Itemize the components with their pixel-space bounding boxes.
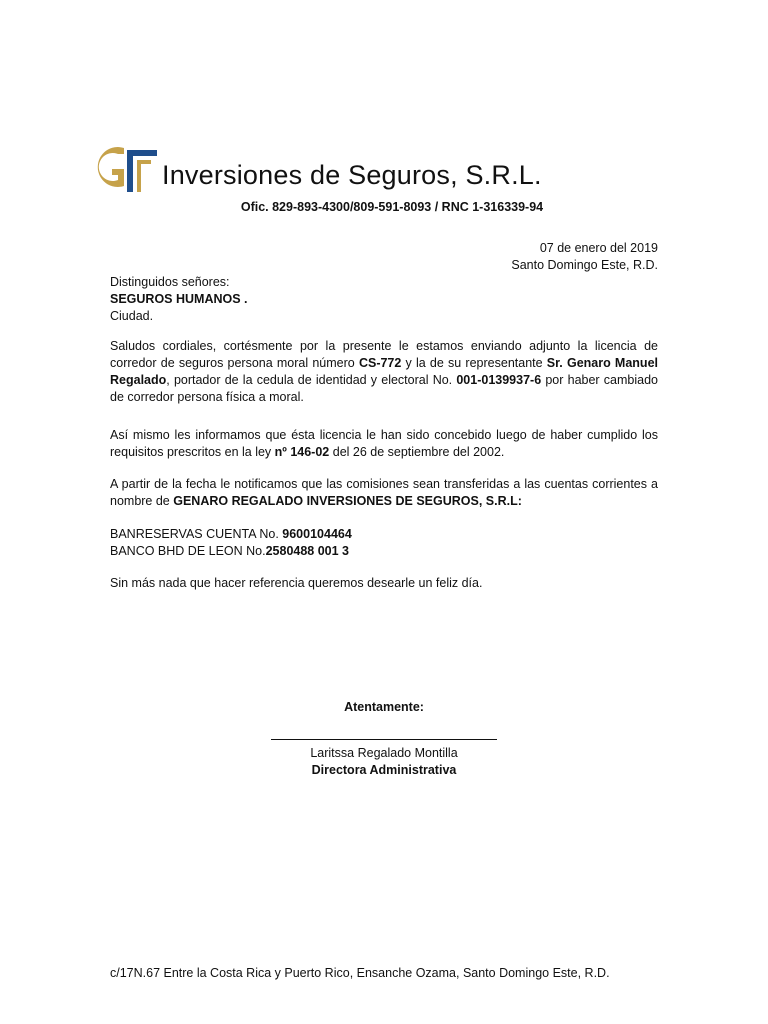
bank-accounts <box>110 526 352 560</box>
recipient-block <box>110 274 248 325</box>
paragraph-text: , portador de la cedula de identidad y electoral No. <box>166 373 457 387</box>
recipient-company: SEGUROS HUMANOS . <box>110 292 248 306</box>
account-line <box>110 543 352 560</box>
paragraph-license <box>110 338 658 406</box>
greeting: Distinguidos señores: <box>110 275 230 289</box>
representative-name: Sr. Genaro Manuel Regalado <box>110 356 658 387</box>
signer-title: Directora Administrativa <box>311 763 457 777</box>
recipient-city: Ciudad. <box>110 309 154 323</box>
law-number: nº 146-02 <box>274 445 330 459</box>
company-name: Inversiones de Seguros, S.R.L. <box>162 160 542 190</box>
letter-date: 07 de enero del 2019 <box>539 241 658 255</box>
account-line <box>110 526 352 543</box>
paragraph-text: del 26 de septiembre del 2002. <box>329 445 505 459</box>
company-logo-icon <box>91 142 157 192</box>
paragraph-text: y la de su representante <box>401 356 547 370</box>
paragraph-law <box>110 427 658 461</box>
account-label: BANCO BHD DE LEON No. <box>110 544 266 558</box>
letter-place: Santo Domingo Este, R.D. <box>511 258 658 272</box>
footer-address: c/17N.67 Entre la Costa Rica y Puerto Rico, Ensanche Ozama, Santo Domingo Este, R.D. <box>110 966 610 980</box>
paragraph-transfer <box>110 476 658 510</box>
signer-name: Laritssa Regalado Montilla <box>310 746 458 760</box>
account-label: BANRESERVAS CUENTA No. <box>110 527 283 541</box>
license-number: CS-772 <box>358 356 402 370</box>
beneficiary-name: GENARO REGALADO INVERSIONES DE SEGUROS, S.R.L: <box>173 494 522 508</box>
account-number: 9600104464 <box>282 527 352 541</box>
contact-line: Ofic. 829-893-4300/809-591-8093 / RNC 1-316339-94 <box>240 200 544 214</box>
paragraph-text: Así mismo les informamos que ésta licencia le han sido concebido luego de haber cumplido los requisitos prescritos en la ley <box>110 428 658 459</box>
closing-line: Sin más nada que hacer referencia queremos desearle un feliz día. <box>110 576 483 590</box>
salutation: Atentamente: <box>344 700 424 714</box>
signature-block <box>0 699 768 779</box>
paragraph-text: A partir de la fecha le notificamos que las comisiones sean transferidas a las cuentas corrientes a nombre de <box>110 477 658 508</box>
id-number: 001-0139937-6 <box>456 373 542 387</box>
signature-line <box>271 728 497 740</box>
paragraph-text: por haber cambiado de corredor persona física a moral. <box>110 373 658 404</box>
date-block <box>511 240 658 274</box>
paragraph-text: Saludos cordiales, cortésmente por la presente le estamos enviando adjunto la licencia de corredor de seguros persona moral número <box>110 339 658 370</box>
account-number: 2580488 001 3 <box>265 544 350 558</box>
